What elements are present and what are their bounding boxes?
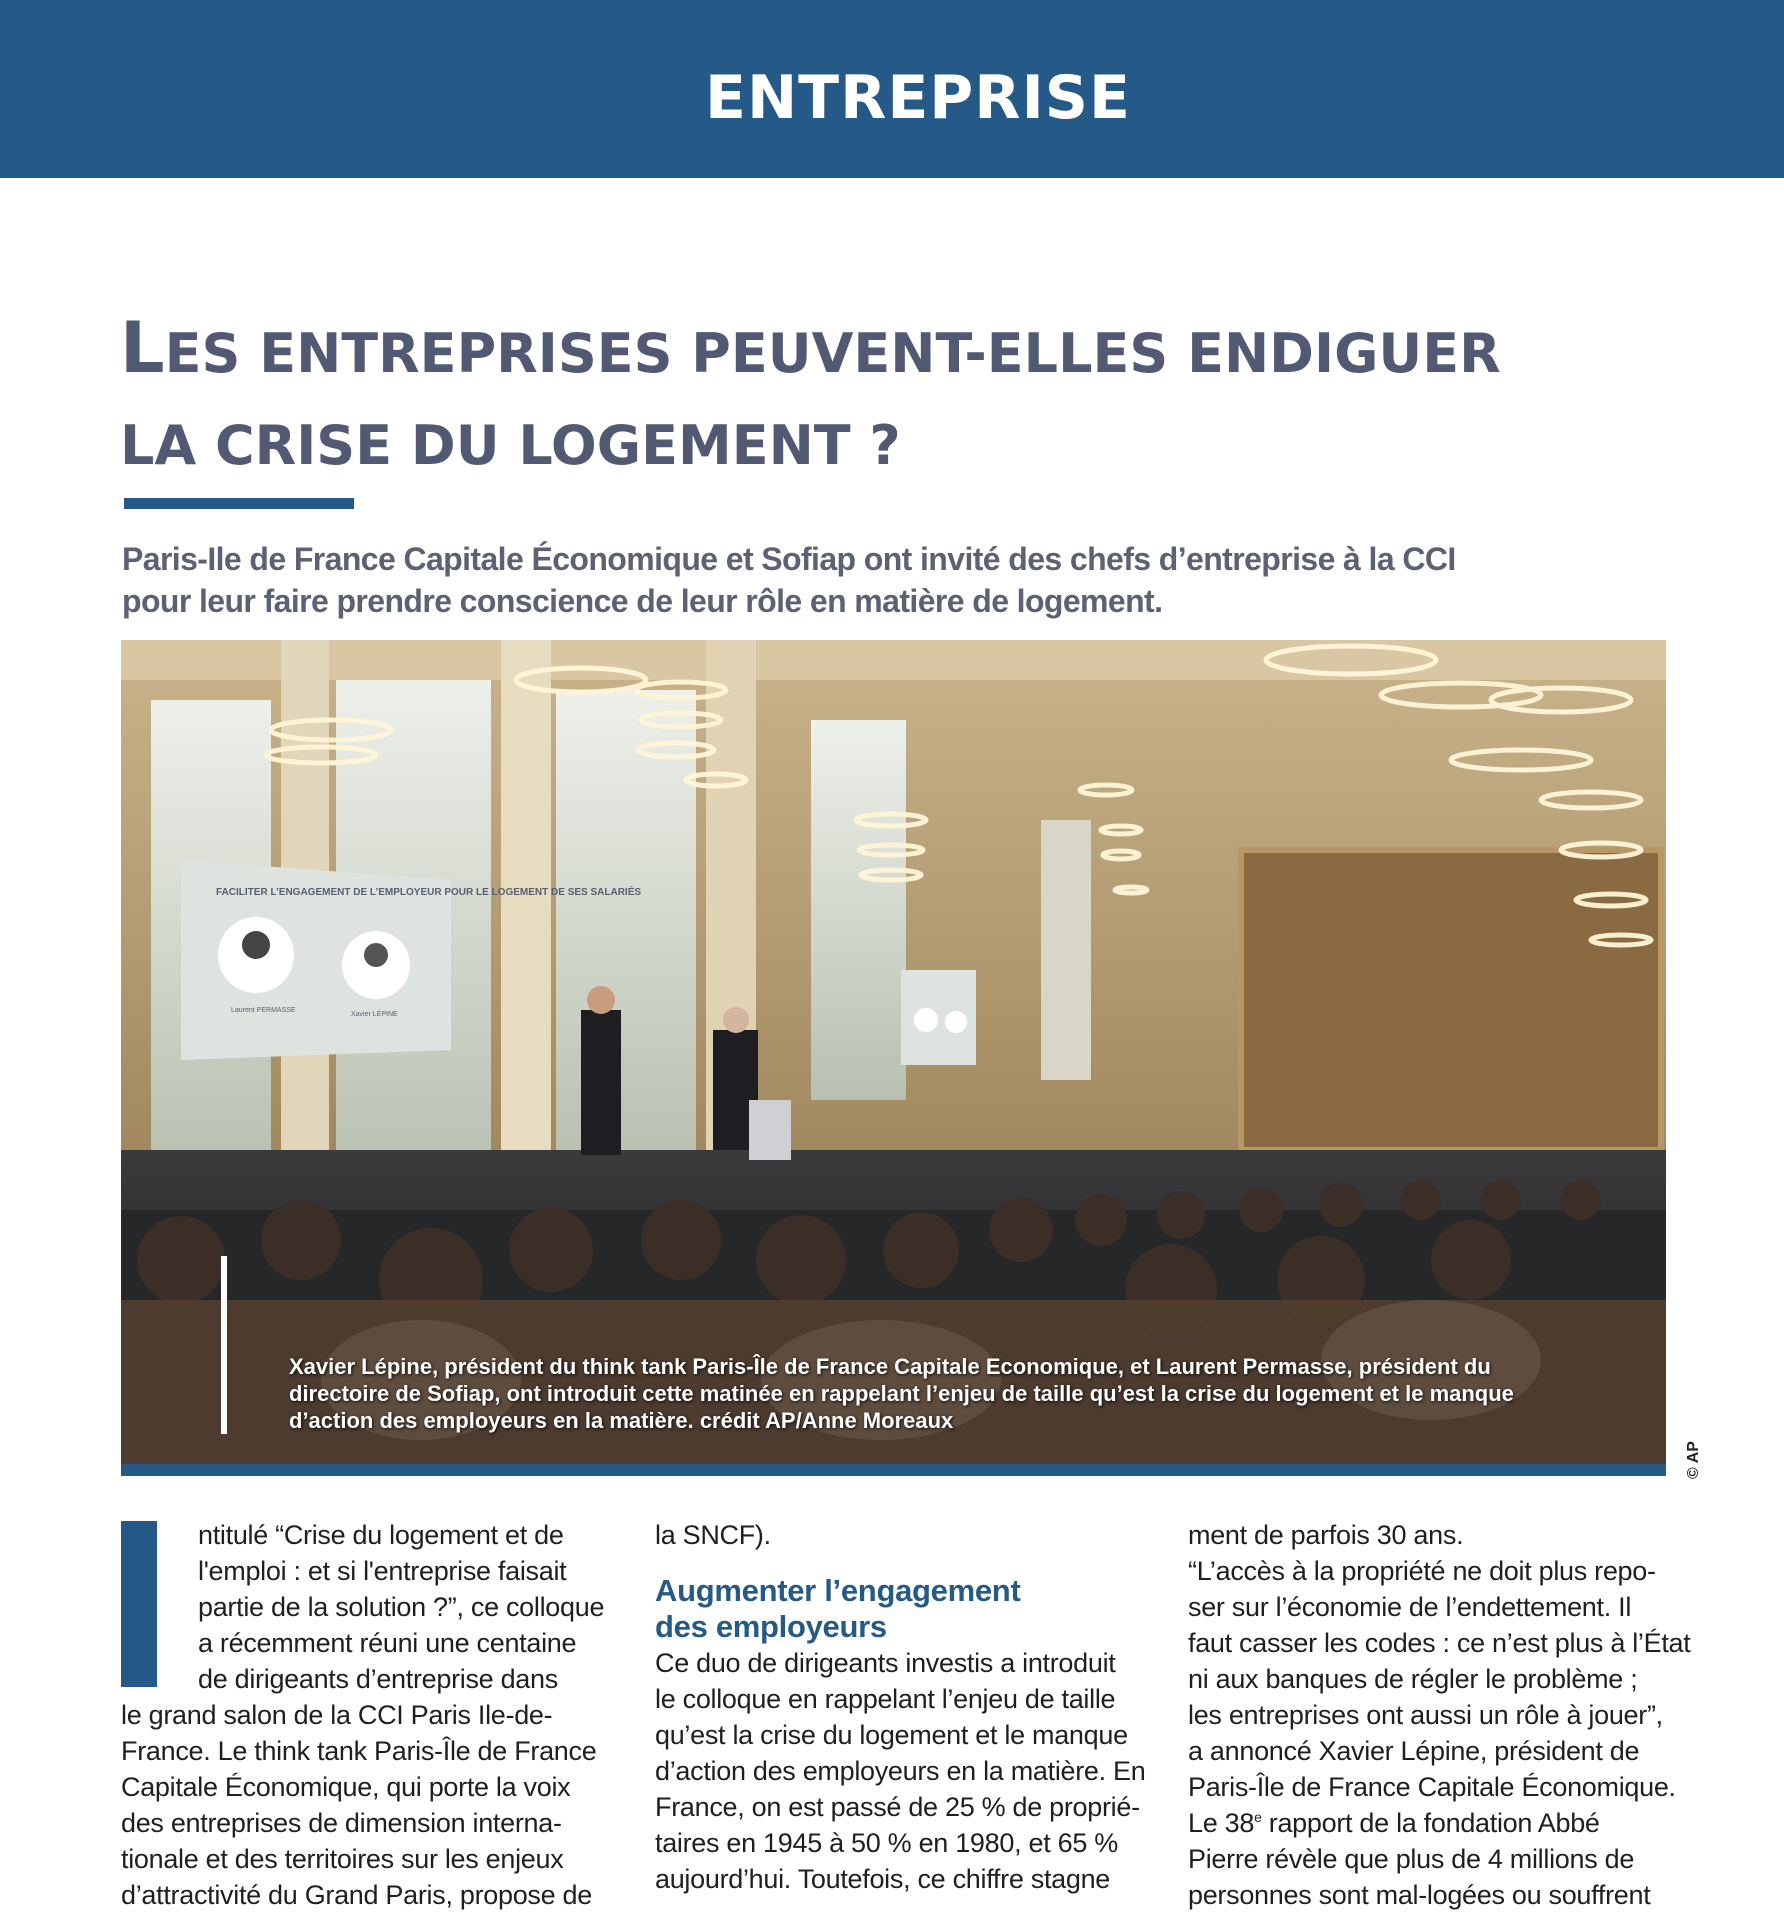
body-line: Ce duo de dirigeants investis a introduit	[655, 1648, 1116, 1678]
body-line: qu’est la crise du logement et le manque	[655, 1720, 1128, 1750]
body-line: d’attractivité du Grand Paris, propose de	[121, 1880, 592, 1910]
body-line: ni aux banques de régler le problème ;	[1188, 1664, 1638, 1694]
body-line: l'emploi : et si l'entreprise faisait	[198, 1556, 567, 1586]
screen-name: Laurent PERMASSE	[231, 1007, 296, 1014]
body-line: le grand salon de la CCI Paris Ile-de-	[121, 1700, 553, 1730]
headline-underline	[124, 498, 354, 509]
standfirst	[122, 538, 1522, 622]
conference-photo-illustration	[121, 640, 1666, 1464]
speaker-standing	[581, 1010, 621, 1155]
headline-initial: L	[120, 307, 165, 389]
superscript: e	[1254, 1809, 1262, 1825]
body-line: ment de parfois 30 ans.	[1188, 1520, 1464, 1550]
photo-caption	[289, 1353, 1589, 1434]
section-title: ENTREPRISE	[704, 63, 1131, 133]
body-text: Le 38	[1188, 1808, 1255, 1838]
section-header-band	[0, 0, 1784, 178]
body-line: d’action des employeurs en la matière. En	[655, 1756, 1146, 1786]
body-line: ser sur l’économie de l’endettement. Il	[1188, 1592, 1632, 1622]
body-line: la SNCF).	[655, 1520, 771, 1550]
body-line: Capitale Économique, qui porte la voix	[121, 1772, 571, 1802]
window	[811, 720, 906, 1100]
body-line: Paris-Île de France Capitale Économique.	[1188, 1772, 1676, 1802]
body-line: a annoncé Xavier Lépine, président de	[1188, 1736, 1640, 1766]
standfirst-line: Paris-Ile de France Capitale Économique et Sofiap ont invité des chefs d’entreprise à la CCI	[122, 541, 1456, 577]
body-line: tionale et des territoires sur les enjeux	[121, 1844, 564, 1874]
body-line: le colloque en rappelant l’enjeu de taille	[655, 1684, 1116, 1714]
body-line: France. Le think tank Paris-Île de France	[121, 1736, 597, 1766]
body-line: “L’accès à la propriété ne doit plus repo-	[1188, 1556, 1656, 1586]
body-column-1	[121, 1517, 605, 1913]
screen-name: Xavier LÉPINE	[351, 1011, 398, 1018]
photo-bottom-rule	[121, 1464, 1666, 1476]
body-column-2	[655, 1517, 1146, 1897]
article-headline	[120, 302, 1580, 492]
screen-title: FACILITER L’ENGAGEMENT DE L’EMPLOYEUR POUR LE LOGEMENT DE SES SALARIÉS	[216, 887, 642, 898]
body-line: France, on est passé de 25 % de proprié-	[655, 1792, 1140, 1822]
caption-line: Xavier Lépine, président du think tank Paris-Île de France Capitale Economique, et Laurent Permasse, président du	[289, 1354, 1491, 1379]
window	[556, 690, 696, 1160]
body-line: faut casser les codes : ce n’est plus à l’État	[1188, 1628, 1691, 1658]
subheading: Augmenter l’engagement	[655, 1573, 1021, 1608]
body-line: personnes sont mal-logées ou souffrent	[1188, 1880, 1651, 1910]
photo-credit: © AP	[1685, 1441, 1702, 1479]
lectern	[749, 1100, 791, 1160]
body-line: aujourd’hui. Toutefois, ce chiffre stagne	[655, 1864, 1111, 1894]
body-line: ntitulé “Crise du logement et de	[198, 1520, 564, 1550]
body-text: rapport de la fondation Abbé	[1261, 1808, 1600, 1838]
caption-accent-bar	[221, 1256, 227, 1434]
headline-line-1: ES ENTREPRISES PEUVENT-ELLES ENDIGUER	[164, 322, 1501, 385]
caption-line: d’action des employeurs en la matière. crédit AP/Anne Moreaux	[289, 1408, 954, 1433]
headline-line-2: LA CRISE DU LOGEMENT ?	[120, 414, 901, 477]
window	[1041, 820, 1091, 1080]
body-line	[1188, 1805, 1688, 1841]
body-line: les entreprises ont aussi un rôle à jouer”,	[1188, 1700, 1663, 1730]
body-line: des entreprises de dimension interna-	[121, 1808, 562, 1838]
subheading: des employeurs	[655, 1609, 887, 1644]
standfirst-line: pour leur faire prendre conscience de leur rôle en matière de logement.	[122, 583, 1163, 619]
body-line: de dirigeants d’entreprise dans	[198, 1664, 558, 1694]
body-line: partie de la solution ?”, ce colloque	[198, 1592, 605, 1622]
column	[501, 640, 551, 1180]
caption-line: directoire de Sofiap, ont introduit cette matinée en rappelant l’enjeu de taille qu’est la crise du logement et le manque	[289, 1381, 1514, 1406]
body-line: Pierre révèle que plus de 4 millions de	[1188, 1844, 1635, 1874]
body-column-3	[1188, 1517, 1691, 1913]
body-line: a récemment réuni une centaine	[198, 1628, 577, 1658]
conference-photo	[121, 640, 1666, 1464]
body-line: taires en 1945 à 50 % en 1980, et 65 %	[655, 1828, 1118, 1858]
